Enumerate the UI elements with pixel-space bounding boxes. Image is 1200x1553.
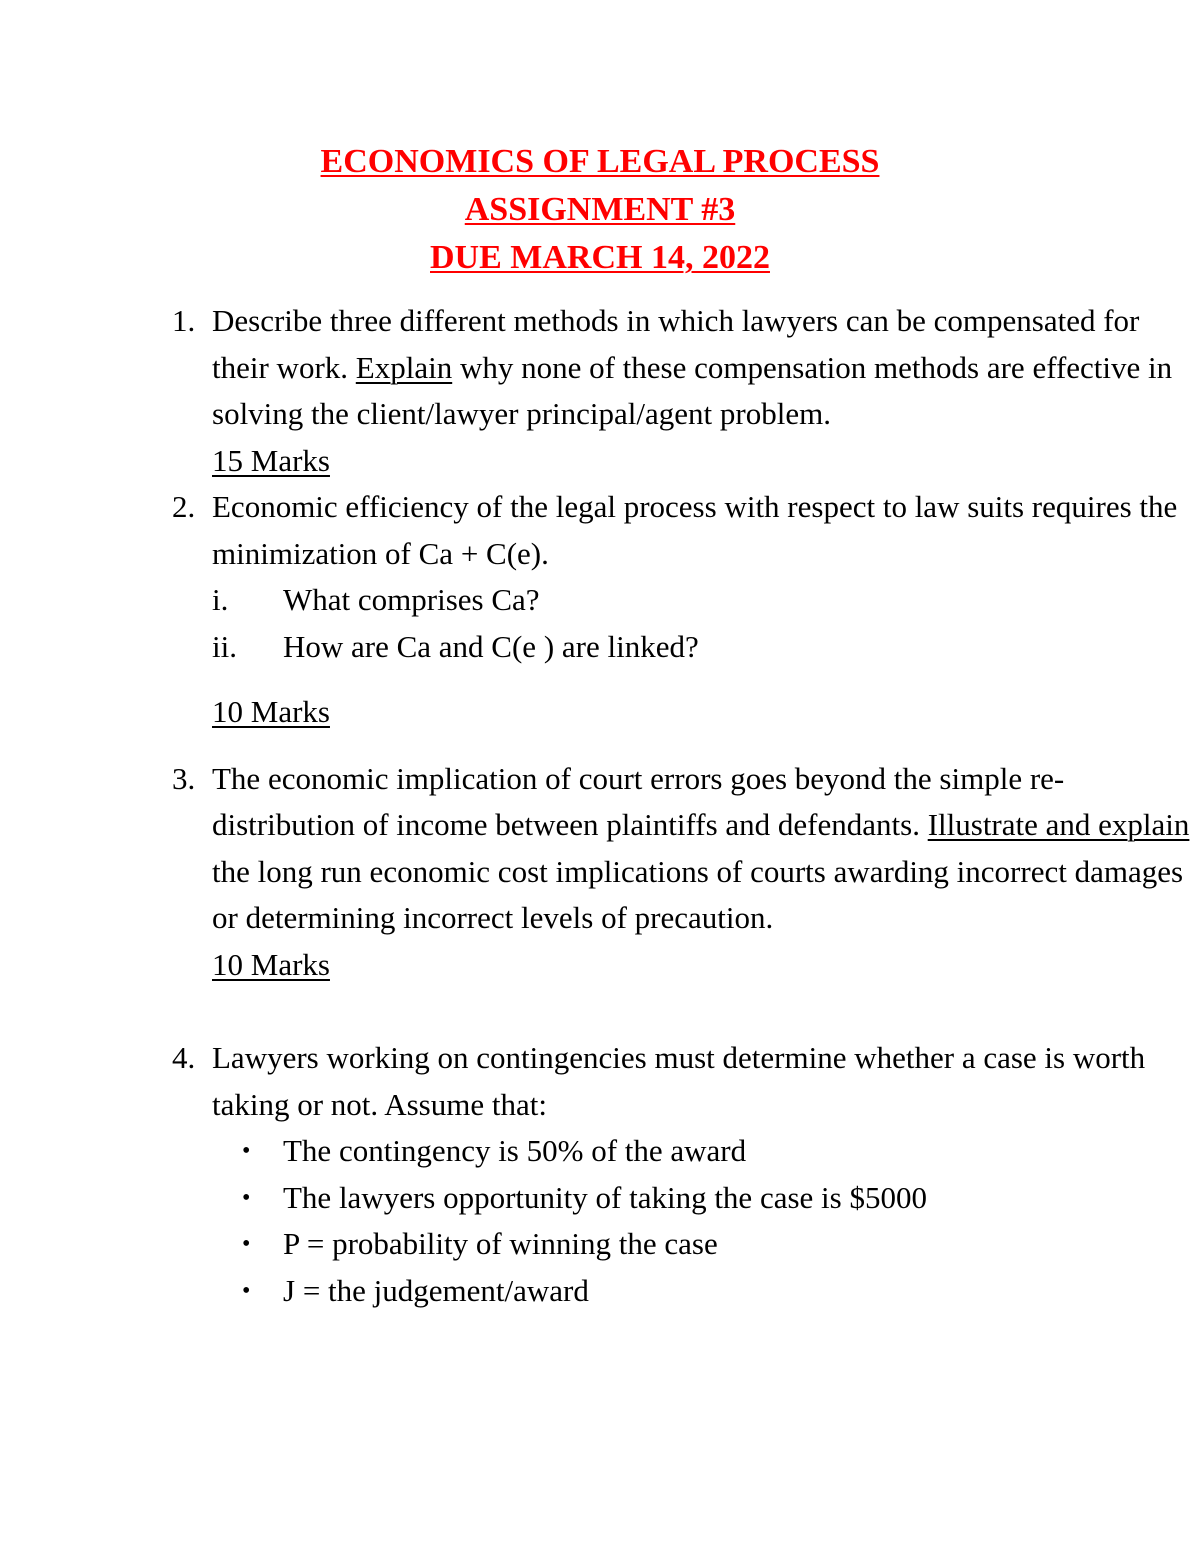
marks-label: 10 Marks — [212, 694, 330, 729]
question-1 — [0, 298, 1200, 484]
assumption-text: The lawyers opportunity of taking the case is $5000 — [283, 1179, 927, 1215]
assumption-text: J = the judgement/award — [283, 1272, 589, 1308]
question-text: Economic efficiency of the legal process with respect to law suits requires the minimization of Ca + C(e). — [212, 489, 1178, 571]
title-block — [0, 138, 1200, 282]
question-text: the long run economic cost implications of courts awarding incorrect damages or determining incorrect levels of precaution. — [212, 853, 1184, 935]
question-text: Lawyers working on contingencies must determine whether a case is worth taking or not. Assume that: — [212, 1040, 1146, 1122]
question-3 — [0, 756, 1200, 989]
question-list — [0, 298, 1200, 1314]
sub-question-ii — [0, 624, 1200, 671]
bullet-icon: • — [242, 1231, 251, 1257]
bullet-icon: • — [242, 1277, 251, 1304]
marks-label: 10 Marks — [212, 946, 330, 982]
course-title: ECONOMICS OF LEGAL PROCESS — [320, 143, 880, 180]
sub-question-number: i. — [212, 582, 229, 617]
emphasis-text: Illustrate and explain — [927, 807, 1190, 842]
sub-question-text: What comprises Ca? — [283, 582, 540, 617]
assumption-item — [0, 1268, 1200, 1315]
question-text: Describe three different methods in which lawyers can be compensated for their work. — [212, 303, 1140, 385]
bullet-icon: • — [242, 1138, 251, 1164]
question-text: why none of these compensation methods are effective in solving the client/lawyer principal/agent problem. — [212, 349, 1173, 431]
question-number: 3. — [172, 760, 196, 796]
sub-question-text: How are Ca and C(e ) are linked? — [283, 628, 699, 664]
question-2 — [0, 484, 1200, 736]
assignment-title: ASSIGNMENT #3 — [464, 191, 736, 228]
assumption-text: The contingency is 50% of the award — [283, 1133, 747, 1168]
sub-question-i — [0, 577, 1200, 624]
bullet-icon: • — [242, 1184, 251, 1211]
assumption-item — [0, 1221, 1200, 1268]
emphasis-text: Explain — [355, 349, 453, 385]
question-number: 1. — [172, 303, 196, 338]
assumption-item — [0, 1175, 1200, 1222]
question-4 — [0, 1035, 1200, 1314]
due-date: DUE MARCH 14, 2022 — [430, 239, 770, 276]
question-number: 2. — [172, 489, 196, 524]
assumption-text: P = probability of winning the case — [283, 1226, 718, 1261]
assumption-list — [0, 1128, 1200, 1314]
marks-label: 15 Marks — [212, 442, 330, 478]
question-number: 4. — [172, 1040, 196, 1075]
assumption-item — [0, 1128, 1200, 1175]
question-text: The economic implication of court errors goes beyond the simple re-distribution of income between plaintiffs and defendants. — [212, 760, 1065, 842]
sub-question-number: ii. — [212, 628, 237, 664]
